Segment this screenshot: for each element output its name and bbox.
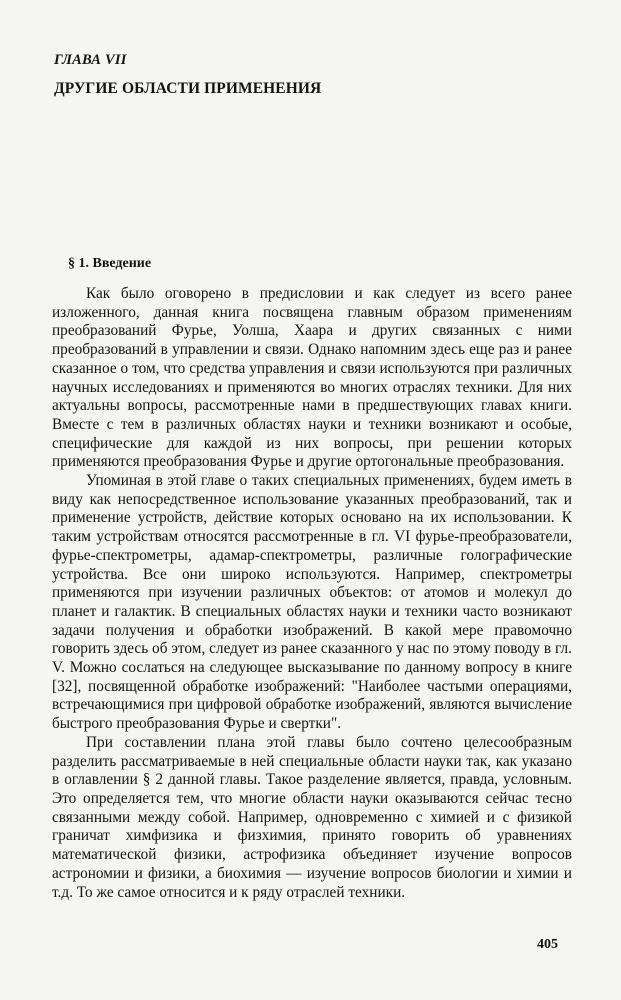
paragraph-2: Упоминая в этой главе о таких специальных применениях, будем иметь в виду как непосредственное использование указанных преобразований, так и применение устройств, действие которых основано на их использовании. К таким устройствам относятся рассмотренные в гл. VI фурье-преобразователи, фурье-спектрометры, адамар-спектрометры, различные голографические устройства. Все они широко используются. Например, спектрометры применяются при изучении различных объектов: от атомов и молекул до планет и галактик. В специальных областях науки и техники часто возникают задачи получения и обработки изображений. В какой мере правомочно говорить здесь об этом, следует из ранее сказанного у нас по этому поводу в гл. V. Можно сослаться на следующее высказывание по данному вопросу в книге [32], посвященной обработке изображений: "Наиболее частыми операциями, встречающимися при цифровой обработке изображений, являются вычисление быстрого преобразования Фурье и свертки". [52, 472, 572, 733]
body-text [52, 285, 572, 902]
chapter-title: ДРУГИЕ ОБЛАСТИ ПРИМЕНЕНИЯ [54, 80, 322, 97]
page-number: 405 [537, 937, 558, 952]
paragraph-1: Как было оговорено в предисловии и как следует из всего ранее изложенного, данная книга посвящена главным образом применениям преобразований Фурье, Уолша, Хаара и других связанных с ними преобразований в управлении и связи. Однако напомним здесь еще раз и ранее сказанное о том, что средства управления и связи используются при различных научных исследованиях и применяются во многих отраслях техники. Для них актуальны вопросы, рассмотренные нами в предшествующих главах книги. Вместе с тем в различных областях науки и техники возникают и особые, специфические для каждой из них вопросы, при решении которых применяются преобразования Фурье и другие ортогональные преобразования. [52, 285, 572, 471]
section-heading: § 1. Введение [68, 256, 152, 271]
paragraph-3: При составлении плана этой главы было сочтено целесообразным разделить рассматриваемые в ней специальные области науки так, как указано в оглавлении § 2 данной главы. Такое разделение является, правда, условным. Это определяется тем, что многие области науки оказываются сейчас тесно связанными между собой. Например, одновременно с химией и с физикой граничат химфизика и физхимия, принято говорить об уравнениях математической физики, астрофизика объединяет изучение вопросов астрономии и физики, а биохимия — изучение вопросов биологии и химии и т.д. То же самое относится и к ряду отраслей техники. [52, 733, 572, 901]
chapter-label: ГЛАВА VII [54, 52, 127, 68]
